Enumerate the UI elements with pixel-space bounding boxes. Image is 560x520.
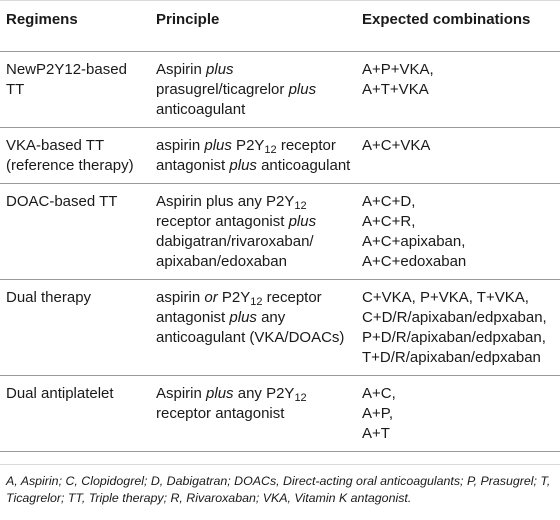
subscript: 12: [294, 200, 307, 212]
principle-text: P2Y: [231, 137, 265, 154]
principle-text: Aspirin: [156, 385, 207, 402]
combinations-cell: [358, 280, 560, 376]
principle-text: aspirin: [156, 289, 205, 306]
principle-cell: [152, 376, 358, 452]
principle-text: receptor antagonist: [156, 137, 336, 174]
table-row: [0, 52, 560, 128]
principle-emphasis: plus: [229, 157, 257, 174]
table-footnote: A, Aspirin; C, Clopidogrel; D, Dabigatran; DOACs, Direct-acting oral anticoagulants; P, Prasugrel; T, Ticagrelor; TT, Triple therapy; R, Rivaroxaban; VKA, Vitamin K antagonist.: [6, 474, 551, 505]
combination-line: A+C+apixaban,: [362, 233, 466, 250]
subscript: 12: [264, 144, 277, 156]
header-combinations: Expected combinations: [358, 1, 560, 52]
table-row: [0, 280, 560, 376]
combination-line: A+C,: [362, 385, 396, 402]
principle-text: aspirin: [156, 137, 205, 154]
footnote-divider: [0, 464, 560, 465]
principle-cell: [152, 128, 358, 184]
combination-line: A+C+edoxaban: [362, 253, 467, 270]
regimen-cell: Dual antiplatelet: [0, 376, 152, 452]
combination-line: A+P,: [362, 405, 394, 422]
principle-text: P2Y: [217, 289, 251, 306]
table-row: [0, 128, 560, 184]
table-row: [0, 184, 560, 280]
principle-cell: [152, 280, 358, 376]
regimen-cell: DOAC-based TT: [0, 184, 152, 280]
principle-emphasis: plus: [288, 213, 317, 230]
principle-cell: [152, 52, 358, 128]
principle-emphasis: plus: [206, 385, 234, 402]
header-regimens: Regimens: [0, 1, 152, 52]
principle-emphasis: plus: [288, 81, 317, 98]
table-row: [0, 376, 560, 452]
combination-line: A+T: [362, 425, 390, 442]
principle-text: anticoagulant: [156, 101, 246, 118]
combination-line: T+D/R/apixaban/edpxaban: [362, 349, 541, 366]
combinations-cell: [358, 52, 560, 128]
principle-emphasis: or: [204, 289, 218, 306]
table-header-row: [0, 1, 560, 52]
combinations-cell: [358, 184, 560, 280]
subscript: 12: [294, 392, 307, 404]
combination-line: A+T+VKA: [362, 81, 429, 98]
combination-line: C+D/R/apixaban/edpxaban,: [362, 309, 547, 326]
principle-emphasis: plus: [206, 61, 234, 78]
principle-emphasis: plus: [229, 309, 257, 326]
principle-text: Aspirin plus any P2Y: [156, 193, 295, 210]
principle-text: receptor antagonist: [156, 213, 289, 230]
combinations-cell: [358, 376, 560, 452]
header-principle: Principle: [152, 1, 358, 52]
subscript: 12: [250, 296, 263, 308]
principle-cell: [152, 184, 358, 280]
combination-line: C+VKA, P+VKA, T+VKA,: [362, 289, 529, 306]
principle-text: receptor antagonist: [156, 289, 322, 326]
regimen-cell: VKA-based TT (reference therapy): [0, 128, 152, 184]
principle-text: receptor antagonist: [156, 405, 285, 422]
combination-line: A+C+VKA: [362, 137, 431, 154]
principle-text: Aspirin: [156, 61, 207, 78]
principle-text: dabigatran/rivaroxaban/ apixaban/edoxaban: [156, 233, 314, 270]
principle-emphasis: plus: [204, 137, 232, 154]
regimen-cell: Dual therapy: [0, 280, 152, 376]
combination-line: A+P+VKA,: [362, 61, 434, 78]
principle-text: prasugrel/ticagrelor: [156, 81, 289, 98]
combination-line: P+D/R/apixaban/edpxaban,: [362, 329, 546, 346]
combination-line: A+C+R,: [362, 213, 416, 230]
combinations-cell: [358, 128, 560, 184]
regimen-cell: NewP2Y12-based TT: [0, 52, 152, 128]
combination-line: A+C+D,: [362, 193, 416, 210]
principle-text: anticoagulant: [256, 157, 351, 174]
principle-text: any P2Y: [233, 385, 295, 402]
principle-text: any anticoagulant (VKA/DOACs): [156, 309, 345, 346]
